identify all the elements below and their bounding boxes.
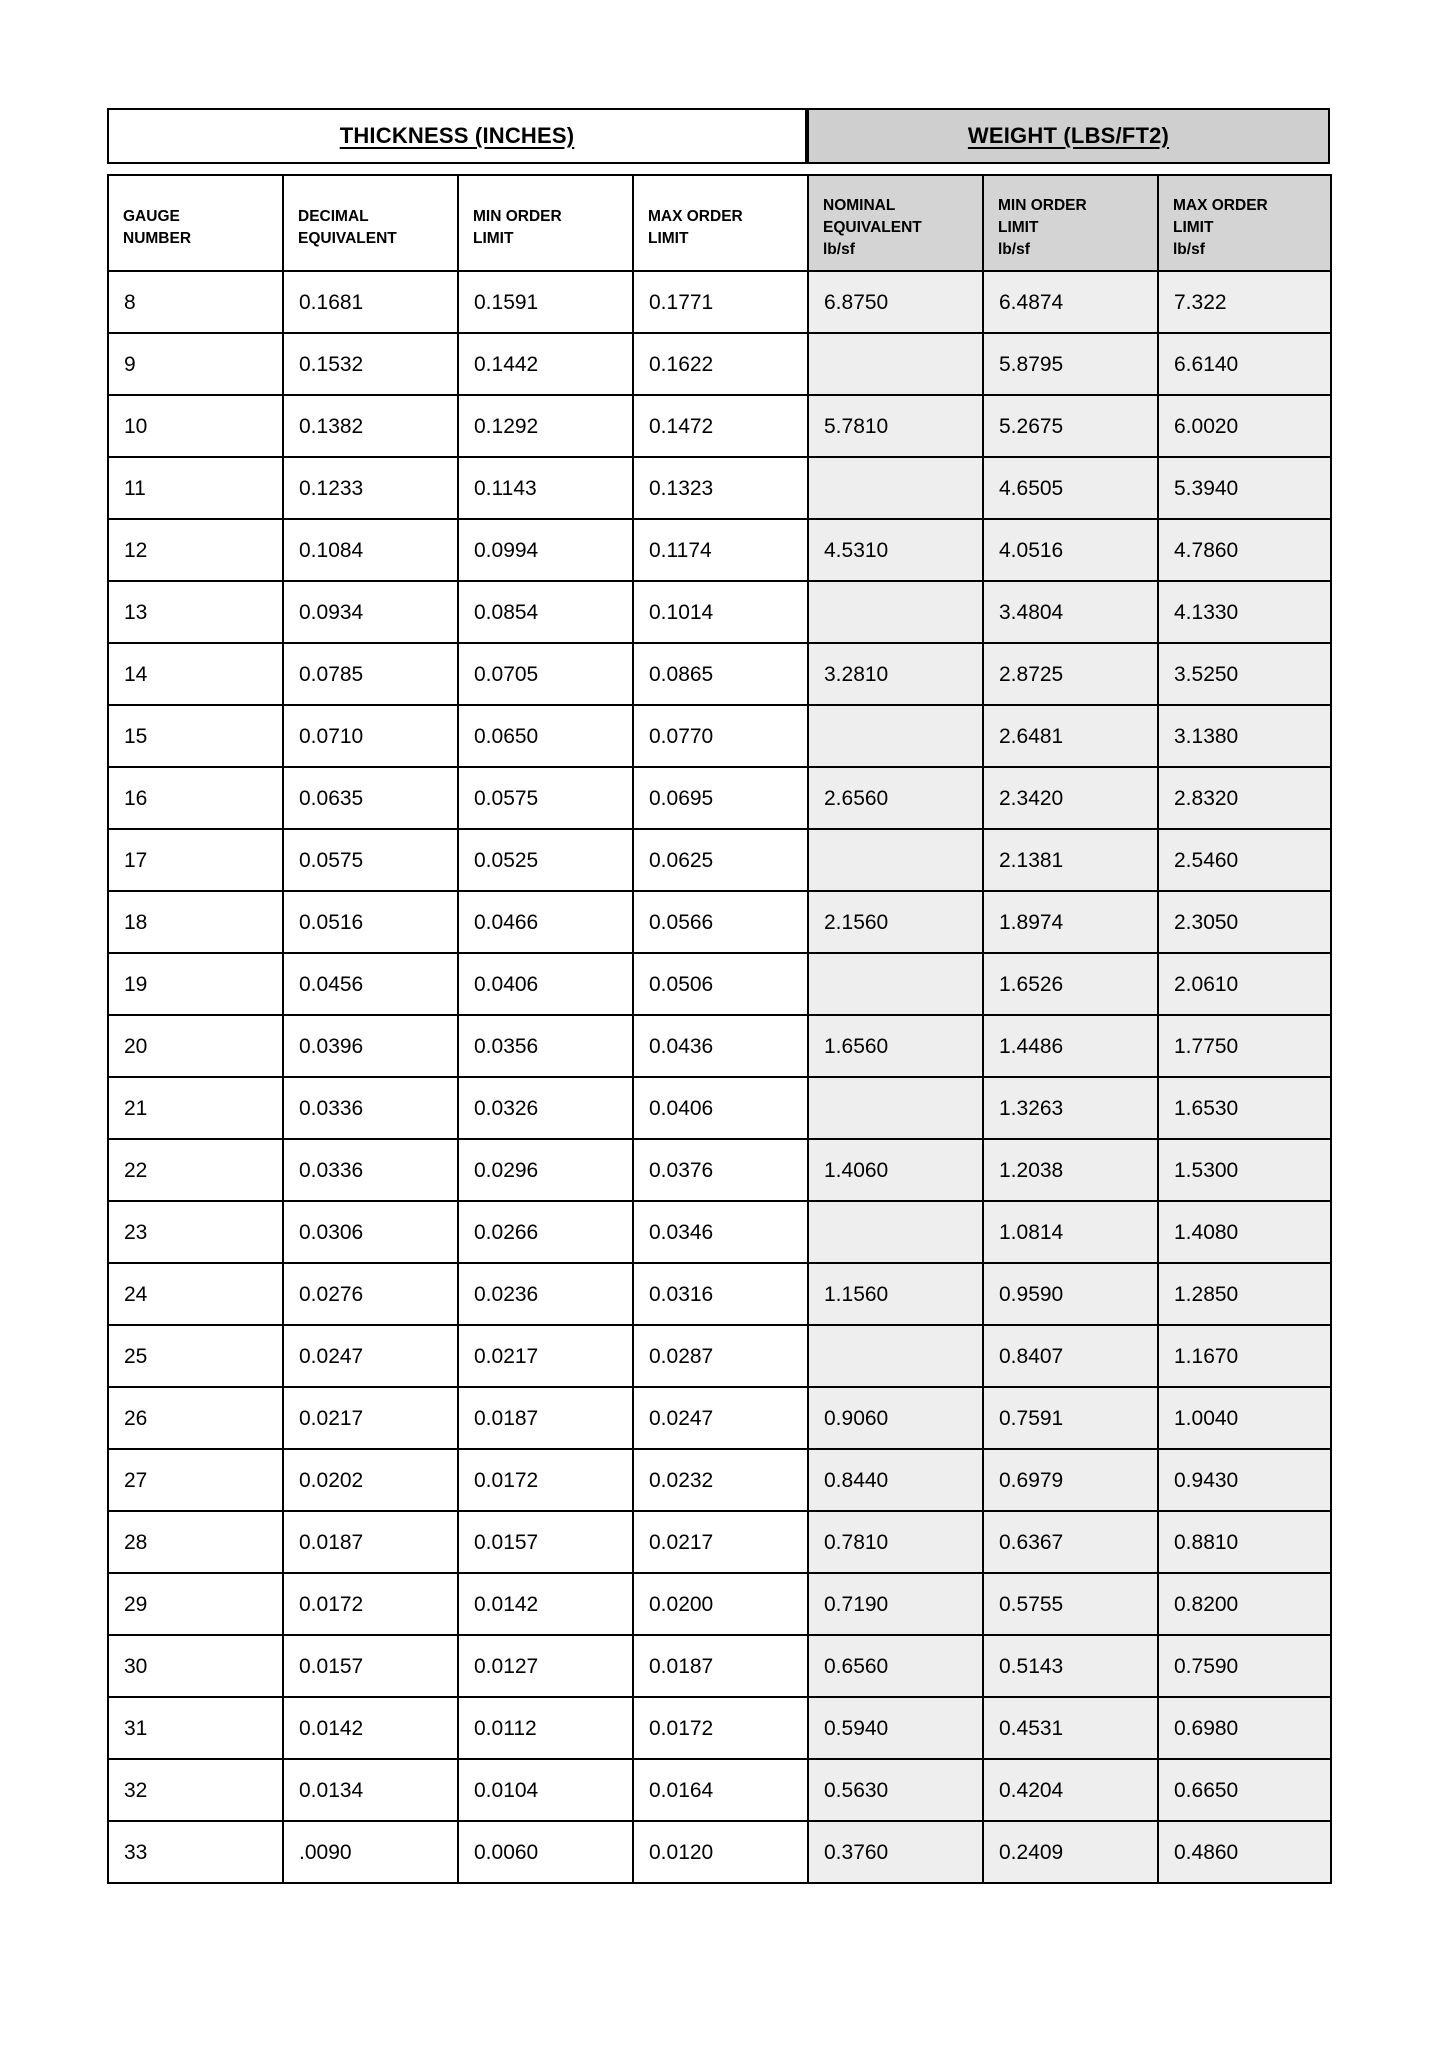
table-cell: 0.1014 (633, 581, 808, 643)
table-row (108, 1449, 1331, 1511)
table-row (108, 457, 1331, 519)
table-cell: 2.3050 (1158, 891, 1331, 953)
table-cell: 0.7591 (983, 1387, 1158, 1449)
column-header-line-1: MIN ORDER (473, 208, 562, 225)
table-cell: 0.0934 (283, 581, 458, 643)
table-cell: 0.0346 (633, 1201, 808, 1263)
cell-gauge-number: 21 (108, 1077, 283, 1139)
table-cell: 0.9060 (808, 1387, 983, 1449)
table-row (108, 891, 1331, 953)
cell-gauge-number: 18 (108, 891, 283, 953)
table-cell: 1.6526 (983, 953, 1158, 1015)
table-cell: 0.0326 (458, 1077, 633, 1139)
table-cell: 0.5940 (808, 1697, 983, 1759)
table-cell: 0.1771 (633, 271, 808, 333)
table-cell: 2.6560 (808, 767, 983, 829)
table-cell: 0.0785 (283, 643, 458, 705)
table-cell: 0.4531 (983, 1697, 1158, 1759)
table-cell: 0.1622 (633, 333, 808, 395)
group-header-thickness (107, 108, 807, 164)
table-cell: 0.2409 (983, 1821, 1158, 1883)
table-row (108, 1821, 1331, 1883)
table-cell: 0.0187 (283, 1511, 458, 1573)
column-header-max-order-limit-thickness (633, 175, 808, 271)
cell-gauge-number: 28 (108, 1511, 283, 1573)
table-cell: 0.0247 (633, 1387, 808, 1449)
table-cell: 0.0525 (458, 829, 633, 891)
cell-gauge-number: 14 (108, 643, 283, 705)
table-cell: 2.0610 (1158, 953, 1331, 1015)
table-cell: 6.0020 (1158, 395, 1331, 457)
table-cell: 0.8200 (1158, 1573, 1331, 1635)
group-header-row (107, 108, 1330, 164)
cell-gauge-number: 10 (108, 395, 283, 457)
table-row (108, 767, 1331, 829)
table-row (108, 271, 1331, 333)
table-cell: 5.8795 (983, 333, 1158, 395)
column-header-line-2: NUMBER (123, 230, 192, 247)
table-cell: .0090 (283, 1821, 458, 1883)
cell-gauge-number: 31 (108, 1697, 283, 1759)
table-cell: 0.0336 (283, 1139, 458, 1201)
table-cell: 0.1532 (283, 333, 458, 395)
table-cell: 0.6979 (983, 1449, 1158, 1511)
table-cell: 0.0356 (458, 1015, 633, 1077)
cell-gauge-number: 23 (108, 1201, 283, 1263)
group-header-weight (807, 108, 1330, 164)
table-cell: 0.0575 (283, 829, 458, 891)
cell-gauge-number: 27 (108, 1449, 283, 1511)
table-cell: 0.1591 (458, 271, 633, 333)
table-row (108, 705, 1331, 767)
table-cell: 0.0187 (458, 1387, 633, 1449)
table-cell: 1.6560 (808, 1015, 983, 1077)
table-cell (808, 705, 983, 767)
table-cell: 0.3760 (808, 1821, 983, 1883)
group-header-weight-label: WEIGHT (LBS/FT2) (967, 123, 1170, 148)
cell-gauge-number: 24 (108, 1263, 283, 1325)
table-cell: 0.0650 (458, 705, 633, 767)
table-cell: 0.0705 (458, 643, 633, 705)
table-row (108, 1015, 1331, 1077)
table-cell: 0.0217 (283, 1387, 458, 1449)
table-cell: 0.0112 (458, 1697, 633, 1759)
table-row (108, 1325, 1331, 1387)
table-cell: 1.3263 (983, 1077, 1158, 1139)
table-cell: 0.0566 (633, 891, 808, 953)
table-cell: 2.8725 (983, 643, 1158, 705)
table-row (108, 1139, 1331, 1201)
table-cell: 0.6560 (808, 1635, 983, 1697)
table-row (108, 395, 1331, 457)
table-cell: 4.5310 (808, 519, 983, 581)
column-header-min-order-limit-thickness (458, 175, 633, 271)
table-cell: 0.7190 (808, 1573, 983, 1635)
table-cell: 1.2850 (1158, 1263, 1331, 1325)
table-cell: 0.4204 (983, 1759, 1158, 1821)
table-row (108, 333, 1331, 395)
table-cell: 1.4080 (1158, 1201, 1331, 1263)
table-cell: 0.1442 (458, 333, 633, 395)
table-cell: 0.1681 (283, 271, 458, 333)
cell-gauge-number: 25 (108, 1325, 283, 1387)
table-cell: 0.1382 (283, 395, 458, 457)
table-cell: 6.4874 (983, 271, 1158, 333)
cell-gauge-number: 16 (108, 767, 283, 829)
table-cell: 0.0296 (458, 1139, 633, 1201)
table-row (108, 1697, 1331, 1759)
table-cell: 0.0187 (633, 1635, 808, 1697)
table-cell: 6.6140 (1158, 333, 1331, 395)
table-cell: 0.0336 (283, 1077, 458, 1139)
table-cell: 0.6980 (1158, 1697, 1331, 1759)
group-header-thickness-label: THICKNESS (INCHES) (339, 123, 575, 148)
column-header-row (108, 175, 1331, 271)
table-cell: 0.0266 (458, 1201, 633, 1263)
table-cell: 0.0287 (633, 1325, 808, 1387)
cell-gauge-number: 11 (108, 457, 283, 519)
column-header-line-2: EQUIVALENT (823, 219, 922, 236)
column-header-max-order-limit-weight (1158, 175, 1331, 271)
table-cell: 3.2810 (808, 643, 983, 705)
table-cell: 0.9590 (983, 1263, 1158, 1325)
table-cell: 4.0516 (983, 519, 1158, 581)
table-cell (808, 829, 983, 891)
cell-gauge-number: 20 (108, 1015, 283, 1077)
table-cell: 0.0575 (458, 767, 633, 829)
table-body (108, 271, 1331, 1883)
table-cell: 1.4060 (808, 1139, 983, 1201)
cell-gauge-number: 32 (108, 1759, 283, 1821)
table-cell: 0.0376 (633, 1139, 808, 1201)
column-header-unit: lb/sf (823, 241, 855, 258)
column-header-line-1: MIN ORDER (998, 197, 1087, 214)
table-cell: 0.0770 (633, 705, 808, 767)
table-cell: 0.0625 (633, 829, 808, 891)
table-cell: 0.0406 (633, 1077, 808, 1139)
table-cell: 2.6481 (983, 705, 1158, 767)
table-cell: 0.0172 (283, 1573, 458, 1635)
table-cell: 0.0316 (633, 1263, 808, 1325)
table-row (108, 1263, 1331, 1325)
table-cell: 0.0396 (283, 1015, 458, 1077)
cell-gauge-number: 29 (108, 1573, 283, 1635)
table-cell: 1.8974 (983, 891, 1158, 953)
table-cell: 1.4486 (983, 1015, 1158, 1077)
column-header-line-1: DECIMAL (298, 208, 369, 225)
table-cell: 0.6367 (983, 1511, 1158, 1573)
table-cell: 0.0232 (633, 1449, 808, 1511)
column-header-line-1: MAX ORDER (1173, 197, 1268, 214)
table-cell: 0.1174 (633, 519, 808, 581)
table-cell (808, 953, 983, 1015)
table-cell: 4.7860 (1158, 519, 1331, 581)
table-cell: 0.5630 (808, 1759, 983, 1821)
cell-gauge-number: 30 (108, 1635, 283, 1697)
column-header-min-order-limit-weight (983, 175, 1158, 271)
table-cell (808, 1201, 983, 1263)
cell-gauge-number: 19 (108, 953, 283, 1015)
table-cell: 0.0456 (283, 953, 458, 1015)
column-header-gauge-number (108, 175, 283, 271)
column-header-nominal-equivalent-weight (808, 175, 983, 271)
table-cell: 0.0157 (458, 1511, 633, 1573)
column-header-line-1: NOMINAL (823, 197, 896, 214)
table-cell: 1.2038 (983, 1139, 1158, 1201)
table-cell: 0.1472 (633, 395, 808, 457)
table-cell: 0.0217 (633, 1511, 808, 1573)
table-row (108, 1387, 1331, 1449)
table-cell: 4.6505 (983, 457, 1158, 519)
table-cell: 0.0127 (458, 1635, 633, 1697)
table-cell: 0.0865 (633, 643, 808, 705)
table-cell: 0.8810 (1158, 1511, 1331, 1573)
table-cell: 3.1380 (1158, 705, 1331, 767)
table-cell: 2.3420 (983, 767, 1158, 829)
table-cell: 1.1560 (808, 1263, 983, 1325)
table-cell: 0.0406 (458, 953, 633, 1015)
table-cell: 0.0247 (283, 1325, 458, 1387)
table-cell: 0.0506 (633, 953, 808, 1015)
table-cell: 3.4804 (983, 581, 1158, 643)
table-cell: 5.3940 (1158, 457, 1331, 519)
table-row (108, 1201, 1331, 1263)
table-cell: 0.0306 (283, 1201, 458, 1263)
table-row (108, 829, 1331, 891)
cell-gauge-number: 12 (108, 519, 283, 581)
table-cell: 0.1084 (283, 519, 458, 581)
table-cell: 2.8320 (1158, 767, 1331, 829)
cell-gauge-number: 26 (108, 1387, 283, 1449)
cell-gauge-number: 33 (108, 1821, 283, 1883)
table-cell: 0.0202 (283, 1449, 458, 1511)
column-header-line-2: LIMIT (473, 230, 514, 247)
table-cell: 0.1323 (633, 457, 808, 519)
table-cell: 0.0164 (633, 1759, 808, 1821)
table-row (108, 1077, 1331, 1139)
table-cell: 0.0854 (458, 581, 633, 643)
table-cell: 0.1143 (458, 457, 633, 519)
table-cell (808, 333, 983, 395)
table-row (108, 643, 1331, 705)
table-cell: 1.1670 (1158, 1325, 1331, 1387)
table-cell: 0.0236 (458, 1263, 633, 1325)
table-row (108, 1573, 1331, 1635)
table-cell: 4.1330 (1158, 581, 1331, 643)
table-row (108, 581, 1331, 643)
table-cell: 0.0172 (633, 1697, 808, 1759)
column-header-line-1: GAUGE (123, 208, 180, 225)
column-header-line-2: EQUIVALENT (298, 230, 397, 247)
table-cell: 0.0200 (633, 1573, 808, 1635)
table-cell: 0.5143 (983, 1635, 1158, 1697)
cell-gauge-number: 13 (108, 581, 283, 643)
table-row (108, 1511, 1331, 1573)
column-header-line-2: LIMIT (998, 219, 1039, 236)
table-cell: 0.7590 (1158, 1635, 1331, 1697)
table-cell: 6.8750 (808, 271, 983, 333)
table-row (108, 1635, 1331, 1697)
table-cell: 0.0276 (283, 1263, 458, 1325)
table-cell (808, 1325, 983, 1387)
table-cell (808, 1077, 983, 1139)
table-cell: 1.0040 (1158, 1387, 1331, 1449)
table-cell: 3.5250 (1158, 643, 1331, 705)
cell-gauge-number: 9 (108, 333, 283, 395)
table-cell: 0.4860 (1158, 1821, 1331, 1883)
table-cell: 0.1233 (283, 457, 458, 519)
table-cell: 0.0104 (458, 1759, 633, 1821)
table-cell: 0.0172 (458, 1449, 633, 1511)
table-cell: 0.0710 (283, 705, 458, 767)
table-cell: 1.6530 (1158, 1077, 1331, 1139)
column-header-decimal-equivalent (283, 175, 458, 271)
table-cell: 0.0466 (458, 891, 633, 953)
table-cell: 0.0142 (458, 1573, 633, 1635)
table-cell: 0.0157 (283, 1635, 458, 1697)
cell-gauge-number: 15 (108, 705, 283, 767)
table-cell: 0.0635 (283, 767, 458, 829)
table-cell: 0.7810 (808, 1511, 983, 1573)
table-cell: 2.1560 (808, 891, 983, 953)
table-row (108, 953, 1331, 1015)
cell-gauge-number: 8 (108, 271, 283, 333)
table-cell: 0.0060 (458, 1821, 633, 1883)
table-cell: 0.8407 (983, 1325, 1158, 1387)
table-cell: 0.0134 (283, 1759, 458, 1821)
table-cell: 0.9430 (1158, 1449, 1331, 1511)
table-cell: 2.5460 (1158, 829, 1331, 891)
table-cell: 7.322 (1158, 271, 1331, 333)
gauge-thickness-weight-table (107, 174, 1332, 1884)
table-cell: 0.0436 (633, 1015, 808, 1077)
column-header-line-1: MAX ORDER (648, 208, 743, 225)
column-header-line-2: LIMIT (1173, 219, 1214, 236)
table-cell: 0.8440 (808, 1449, 983, 1511)
table-cell (808, 581, 983, 643)
table-cell: 1.5300 (1158, 1139, 1331, 1201)
table-cell: 0.6650 (1158, 1759, 1331, 1821)
cell-gauge-number: 17 (108, 829, 283, 891)
table-cell (808, 457, 983, 519)
table-cell: 1.7750 (1158, 1015, 1331, 1077)
column-header-line-2: LIMIT (648, 230, 689, 247)
column-header-unit: lb/sf (1173, 241, 1205, 258)
table-cell: 0.5755 (983, 1573, 1158, 1635)
table-cell: 0.0142 (283, 1697, 458, 1759)
table-cell: 5.2675 (983, 395, 1158, 457)
table-cell: 0.0695 (633, 767, 808, 829)
table-cell: 0.0994 (458, 519, 633, 581)
column-header-unit: lb/sf (998, 241, 1030, 258)
table-cell: 1.0814 (983, 1201, 1158, 1263)
table-row (108, 1759, 1331, 1821)
table-header (108, 175, 1331, 271)
cell-gauge-number: 22 (108, 1139, 283, 1201)
table-cell: 0.0120 (633, 1821, 808, 1883)
table-cell: 2.1381 (983, 829, 1158, 891)
table-cell: 0.0217 (458, 1325, 633, 1387)
table-cell: 0.1292 (458, 395, 633, 457)
table-cell: 5.7810 (808, 395, 983, 457)
table-row (108, 519, 1331, 581)
table-cell: 0.0516 (283, 891, 458, 953)
